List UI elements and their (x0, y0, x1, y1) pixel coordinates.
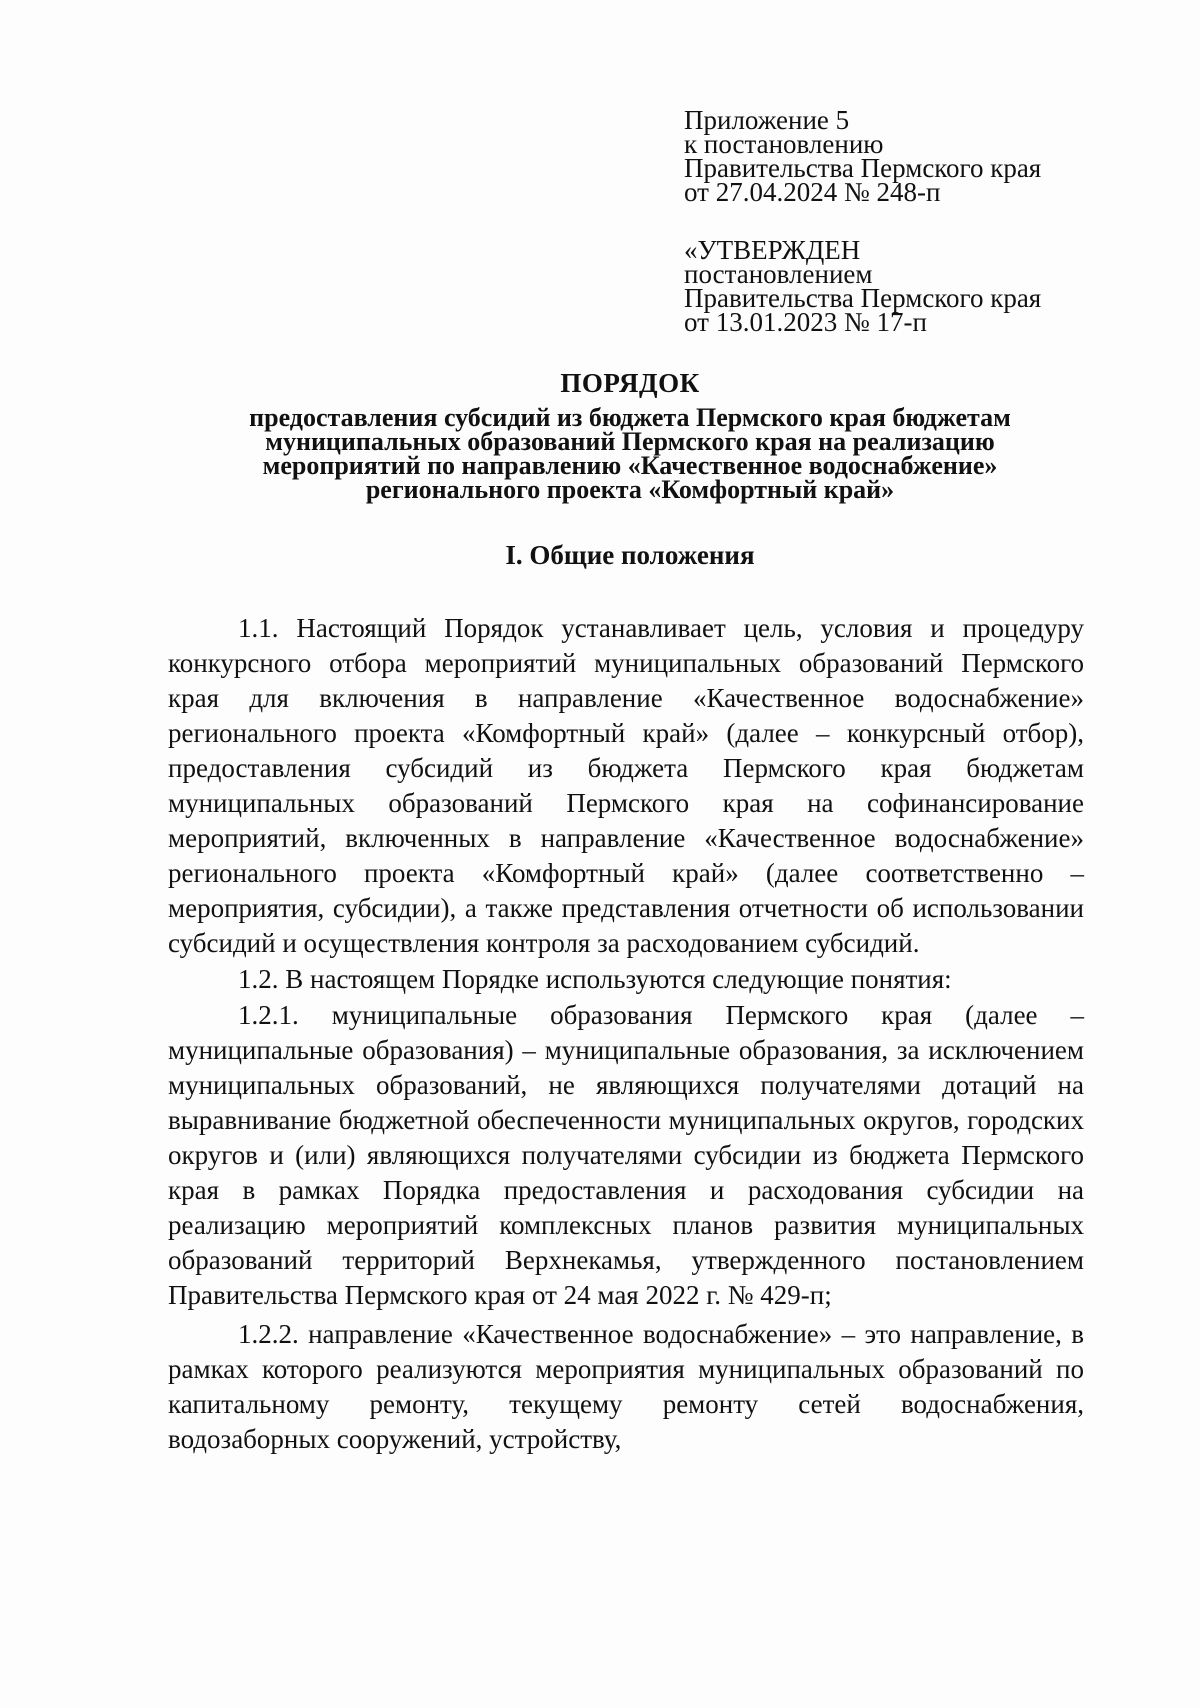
appendix-reference (684, 105, 1042, 207)
subtitle-line: предоставления субсидий из бюджета Пермского края бюджетам (249, 403, 1011, 432)
appendix-line: к постановлению (684, 129, 884, 159)
subtitle-line: мероприятий по направлению «Качественное водоснабжение» (262, 451, 998, 480)
approval-stamp-text (684, 235, 1042, 337)
section-heading: I. Общие положения (505, 540, 755, 570)
document-title: ПОРЯДОК (560, 368, 700, 398)
approval-line: от 13.01.2023 № 17-п (684, 307, 927, 337)
appendix-line: Правительства Пермского края (684, 153, 1042, 183)
approval-line: Правительства Пермского края (684, 283, 1042, 313)
subtitle-line: муниципальных образований Пермского края на реализацию (265, 427, 995, 456)
paragraph: 1.2.2. направление «Качественное водоснабжение» – это направление, в рамках которого реализуются мероприятия муниципальных образований по капитальному ремонту, текущему ремонту сетей водоснабжения, водозаборных сооружений, устройству, (168, 1319, 1084, 1454)
appendix-line: от 27.04.2024 № 248-п (684, 177, 941, 207)
document-body (168, 611, 1084, 1457)
paragraph: 1.2.1. муниципальные образования Пермского края (далее – муниципальные образования) – муниципальные образования, за исключением муниципальных образований, не являющихся получателями дотаций на выравнивание бюджетной обеспеченности муниципальных округов, городских округов и (или) являющихся получателями субсидии из бюджета Пермского края в рамках Порядка предоставления и расходования субсидии на реализацию мероприятий комплексных планов развития муниципальных образований территорий Верхнекамья, утвержденного постановлением Правительства Пермского края от 24 мая 2022 г. № 429-п; (168, 1000, 1084, 1310)
document-subtitle (0, 403, 1200, 504)
subtitle-line: регионального проекта «Комфортный край» (365, 475, 895, 504)
approval-line: постановлением (684, 259, 873, 289)
appendix-line: Приложение 5 (684, 105, 850, 135)
approval-line: «УТВЕРЖДЕН (684, 235, 861, 265)
paragraph: 1.2. В настоящем Порядке используются следующие понятия: (238, 964, 952, 994)
paragraph: 1.1. Настоящий Порядок устанавливает цель, условия и процедуру конкурсного отбора мероприятий муниципальных образований Пермского края для включения в направление «Качественное водоснабжение» регионального проекта «Комфортный край» (далее – конкурсный отбор), предоставления субсидий из бюджета Пермского края бюджетам муниципальных образований Пермского края на софинансирование мероприятий, включенных в направление «Качественное водоснабжение» регионального проекта «Комфортный край» (далее соответственно – мероприятия, субсидии), а также представления отчетности об использовании субсидий и осуществления контроля за расходованием субсидий. (168, 613, 1084, 958)
